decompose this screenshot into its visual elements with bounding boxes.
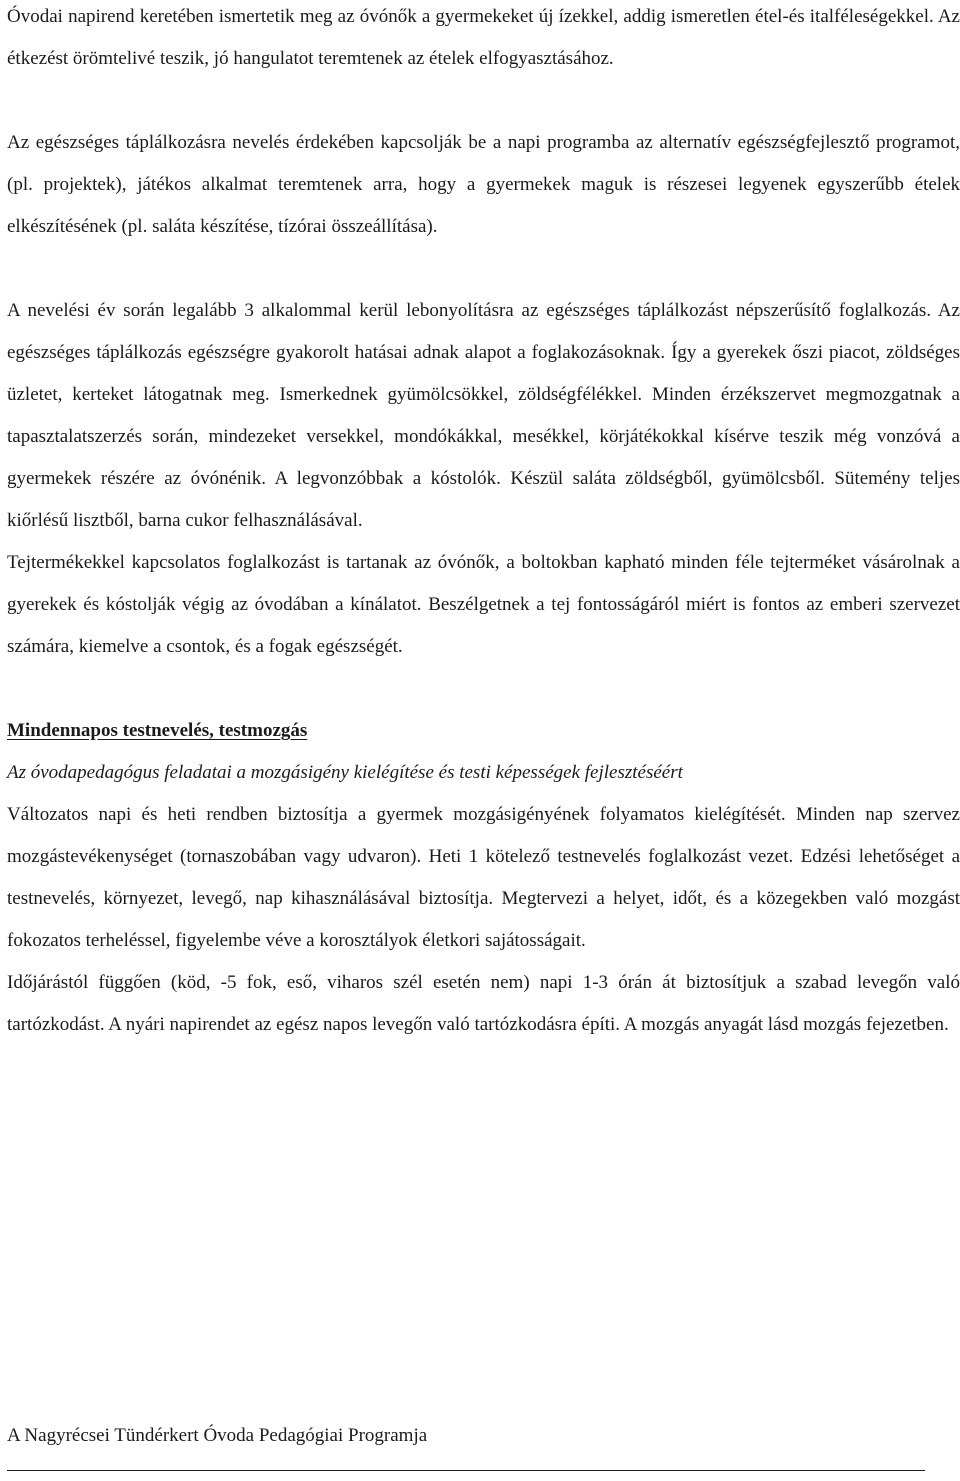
paragraph-weather: Időjárástól függően (köd, -5 fok, eső, viharos szél esetén nem) napi 1-3 órán át biztosítjuk a szabad levegőn való tartózkodást. A nyári napirendet az egész napos levegőn való tartózkodásra építi. A mozgás anyagát lásd mozgás fejezetben. [7,972,960,1035]
document-page [7,0,960,1046]
section-subtitle: Az óvodapedagógus feladatai a mozgásigény kielégítése és testi képességek fejlesztéséért [7,762,683,783]
paragraph-spacer [7,80,960,122]
page-footer-title: A Nagyrécsei Tündérkert Óvoda Pedagógiai Programja [7,1425,428,1446]
paragraph-spacer [7,248,960,290]
section-heading: Mindennapos testnevelés, testmozgás [7,720,308,741]
footer-divider [7,1470,925,1471]
paragraph-dairy: Tejtermékekkel kapcsolatos foglalkozást is tartanak az óvónők, a boltokban kapható minden féle tejterméket vásárolnak a gyerekek és kóstolják végig az óvodában a kínálatot. Beszélgetnek a tej fontosságáról miért is fontos az emberi szervezet számára, kiemelve a csontok, és a fogak egészségét. [7,552,960,657]
paragraph-activities: A nevelési év során legalább 3 alkalommal kerül lebonyolításra az egészséges táplálkozást népszerűsítő foglalkozás. Az egészséges táplálkozás egészségre gyakorolt hatásai adnak alapot a foglakozásoknak. Így a gyerekek őszi piacot, zöldséges üzletet, kerteket látogatnak meg. Ismerkednek gyümölcsökkel, zöldségfélékkel. Minden érzékszervet megmozgatnak a tapasztalatszerzés során, mindezeket versekkel, mondókákkal, mesékkel, körjátékokkal kísérve teszik még vonzóvá a gyermekek részére az óvónénik. A legvonzóbbak a kóstolók. Készül saláta zöldségből, gyümölcsből. Sütemény teljes kiőrlésű lisztből, barna cukor felhasználásával. [7,300,960,531]
paragraph-exercise: Változatos napi és heti rendben biztosítja a gyermek mozgásigényének folyamatos kielégítését. Minden nap szervez mozgástevékenységet (tornaszobában vagy udvaron). Heti 1 kötelező testnevelés foglalkozást vezet. Edzési lehetőséget a testnevelés, környezet, levegő, nap kihasználásával biztosítja. Megtervezi a helyet, időt, és a közegekben való mozgást fokozatos terheléssel, figyelembe véve a korosztályok életkori sajátosságait. [7,804,960,951]
paragraph-program: Az egészséges táplálkozásra nevelés érdekében kapcsolják be a napi programba az alternatív egészségfejlesztő programot, (pl. projektek), játékos alkalmat teremtenek arra, hogy a gyermekek maguk is részesei legyenek egyszerűbb ételek elkészítésének (pl. saláta készítése, tízórai összeállítása). [7,132,960,237]
paragraph-intro: Óvodai napirend keretében ismertetik meg az óvónők a gyermekeket új ízekkel, addig ismeretlen étel-és italféleségekkel. Az étkezést örömtelivé teszik, jó hangulatot teremtenek az ételek elfogyasztásához. [7,6,960,69]
